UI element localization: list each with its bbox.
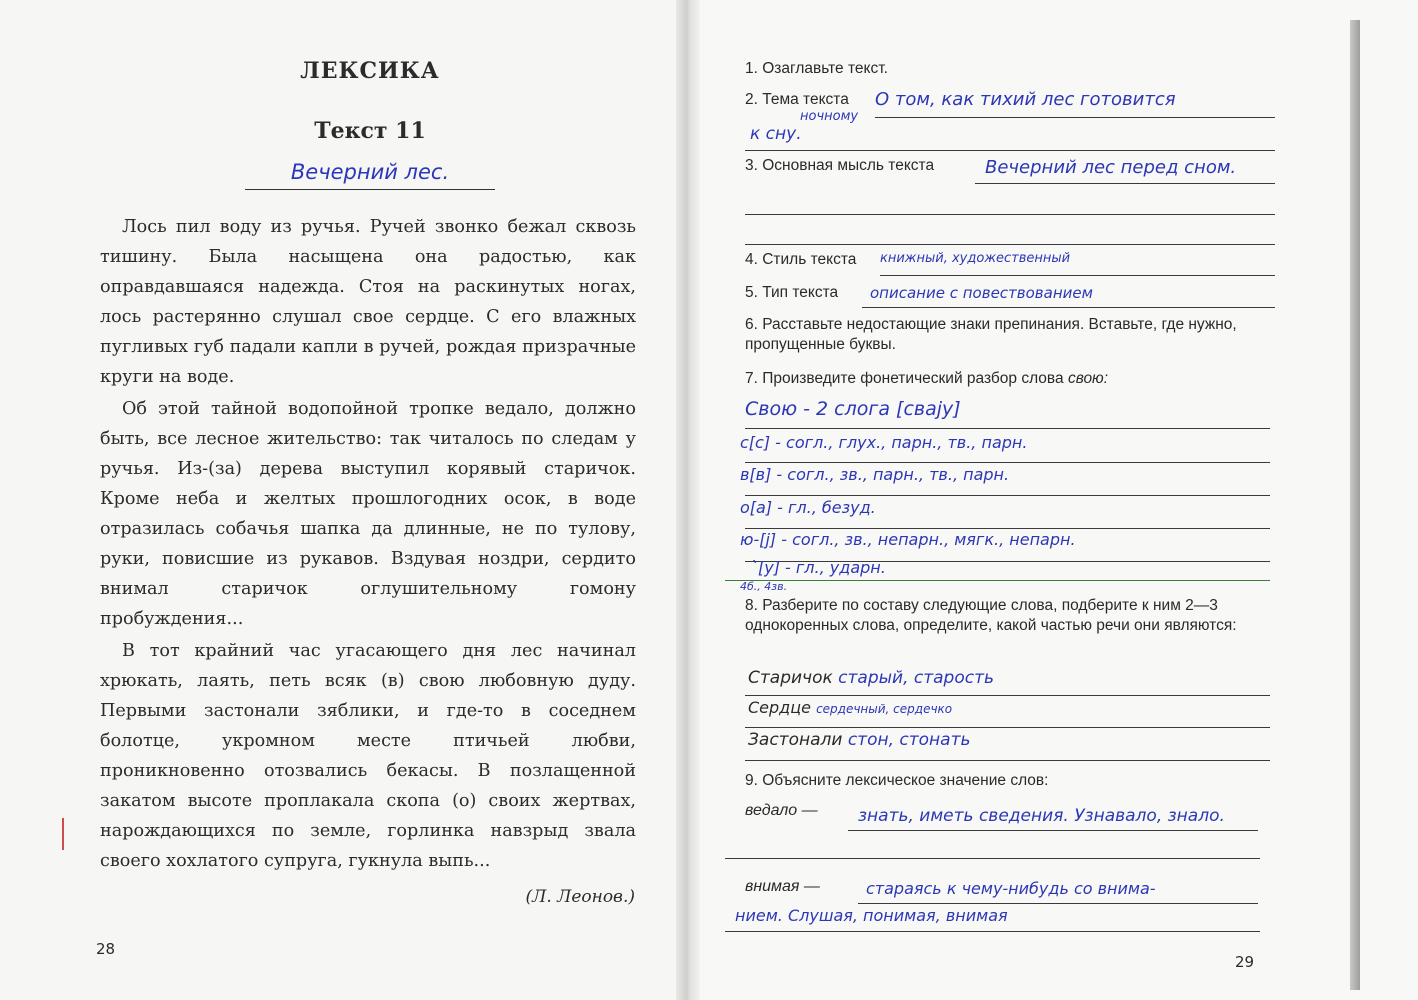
answer-line <box>745 428 1270 429</box>
q7-line-1: Свою - 2 слога [сваjу] <box>745 398 961 420</box>
q9-word-1: ведало — <box>745 802 818 819</box>
q8-word-3: Застонали <box>748 730 843 750</box>
red-margin-mark <box>62 818 64 850</box>
q9-answer-2b: нием. Слушая, понимая, внимая <box>735 906 1008 925</box>
paragraph-3: В тот крайний час угасающего дня лес начинал хрюкать, лаять, петь всяк (в) свою любовную дуду. Первыми застонали зяблики, и где-то в соседнем болотце, укромном месте птичьей любви, проникновенно отозвались бекасы. В позлащенной закатом высоте проплакала скопа (о) своих жертвах, нарождающихся по земле, горлинка навзрыд звала своего хохлатого супруга, гукнула выпь... <box>100 641 636 871</box>
paragraph-2: Об этой тайной водопойной тропке ведало, должно быть, все лесное жительство: так читалось по следам у ручья. Из-(за) дерева выступил корявый старичок. Кроме неба и желтых прошлогодних осок, в воде отразилась собачья шапка да длинные, не по тулову, руки, повисшие из рукавов. Вздувая ноздри, сердито внимал старичок оглушительному гомону пробуждения... <box>100 399 636 629</box>
answer-line <box>725 931 1260 932</box>
answer-line <box>880 275 1275 276</box>
question-8: 8. Разберите по составу следующие слова, подберите к ним 2—3 однокоренных слова, определите, какой частью речи они являются: <box>745 597 1237 634</box>
q2-answer-insert: ночному <box>800 109 859 124</box>
q7-line-2: с[с] - согл., глух., парн., тв., парн. <box>740 433 1028 452</box>
q7-line-5: ю-[j] - согл., зв., непарн., мягк., непарн. <box>740 530 1076 549</box>
answer-line <box>745 214 1275 215</box>
question-1: 1. Озаглавьте текст. <box>745 60 888 77</box>
answer-line <box>858 903 1258 904</box>
q4-answer: книжный, художественный <box>880 251 1071 266</box>
page-number-left: 28 <box>96 940 116 958</box>
passage-text <box>100 212 636 876</box>
book-gutter <box>676 0 700 1000</box>
question-7-word: свою: <box>1067 370 1109 387</box>
q9-answer-1: знать, иметь сведения. Узнавало, знало. <box>858 806 1225 826</box>
q8-word-1: Старичок <box>748 668 833 688</box>
q8-word-2: Сердце <box>748 698 811 717</box>
answer-line <box>848 830 1258 831</box>
answer-line <box>875 117 1275 118</box>
q8-answer-2: сердечный, сердечко <box>816 702 953 716</box>
answer-line <box>745 150 1275 151</box>
q8-row-1 <box>748 668 994 688</box>
q2-answer-1: О том, как тихий лес готовится <box>875 89 1176 110</box>
q7-line-6: `[у] - гл., ударн. <box>750 558 886 577</box>
answer-line <box>725 858 1260 859</box>
page-number-right: 29 <box>1235 953 1255 971</box>
text-title: Текст 11 <box>314 118 426 144</box>
answer-line <box>862 307 1275 308</box>
handwritten-title: Вечерний лес. <box>245 155 495 190</box>
answer-line <box>745 495 1270 496</box>
question-3: 3. Основная мысль текста <box>745 157 935 174</box>
section-title: ЛЕКСИКА <box>300 58 440 84</box>
q9-answer-2a: стараясь к чему-нибудь со внима- <box>866 879 1156 898</box>
answer-line <box>745 528 1270 529</box>
question-9: 9. Объясните лексическое значение слов: <box>745 772 1049 789</box>
q3-answer: Вечерний лес перед сном. <box>985 157 1237 178</box>
answer-line-green <box>725 580 1270 581</box>
question-7 <box>745 370 1108 388</box>
answer-line <box>975 183 1275 184</box>
q8-row-2 <box>748 698 952 717</box>
paragraph-1: Лось пил воду из ручья. Ручей звонко бежал сквозь тишину. Была насыщена она радостью, как оправдавшаяся надежда. Стоя на раскинутых ногах, лось растерянно слушал свое сердце. С его влажных пугливых губ падали капли в ручей, рождая призрачные круги на воде. <box>100 217 636 387</box>
question-6: 6. Расставьте недостающие знаки препинания. Вставьте, где нужно, пропущенные буквы. <box>745 316 1237 353</box>
answer-line <box>745 727 1270 728</box>
question-2: 2. Тема текста <box>745 91 849 108</box>
q7-line-7: 4б., 4зв. <box>740 580 788 593</box>
answer-line <box>745 760 1270 761</box>
author-credit: (Л. Леонов.) <box>525 887 635 907</box>
q7-line-3: в[в] - согл., зв., парн., тв., парн. <box>740 465 1010 484</box>
answer-line <box>745 462 1270 463</box>
question-4: 4. Стиль текста <box>745 251 857 268</box>
q7-line-4: о[а] - гл., безуд. <box>740 498 876 517</box>
question-7-prefix: 7. Произведите фонетический разбор слова <box>745 370 1064 387</box>
answer-line <box>745 695 1270 696</box>
question-5: 5. Тип текста <box>745 284 839 301</box>
q5-answer: описание с повествованием <box>870 284 1093 302</box>
q9-word-2: внимая — <box>745 878 820 895</box>
q8-row-3 <box>748 730 971 750</box>
q2-answer-2: к сну. <box>750 124 802 144</box>
q8-answer-3: стон, стонать <box>847 730 971 750</box>
answer-line <box>745 244 1275 245</box>
q8-answer-1: старый, старость <box>838 668 995 688</box>
page-edge <box>1350 20 1360 990</box>
